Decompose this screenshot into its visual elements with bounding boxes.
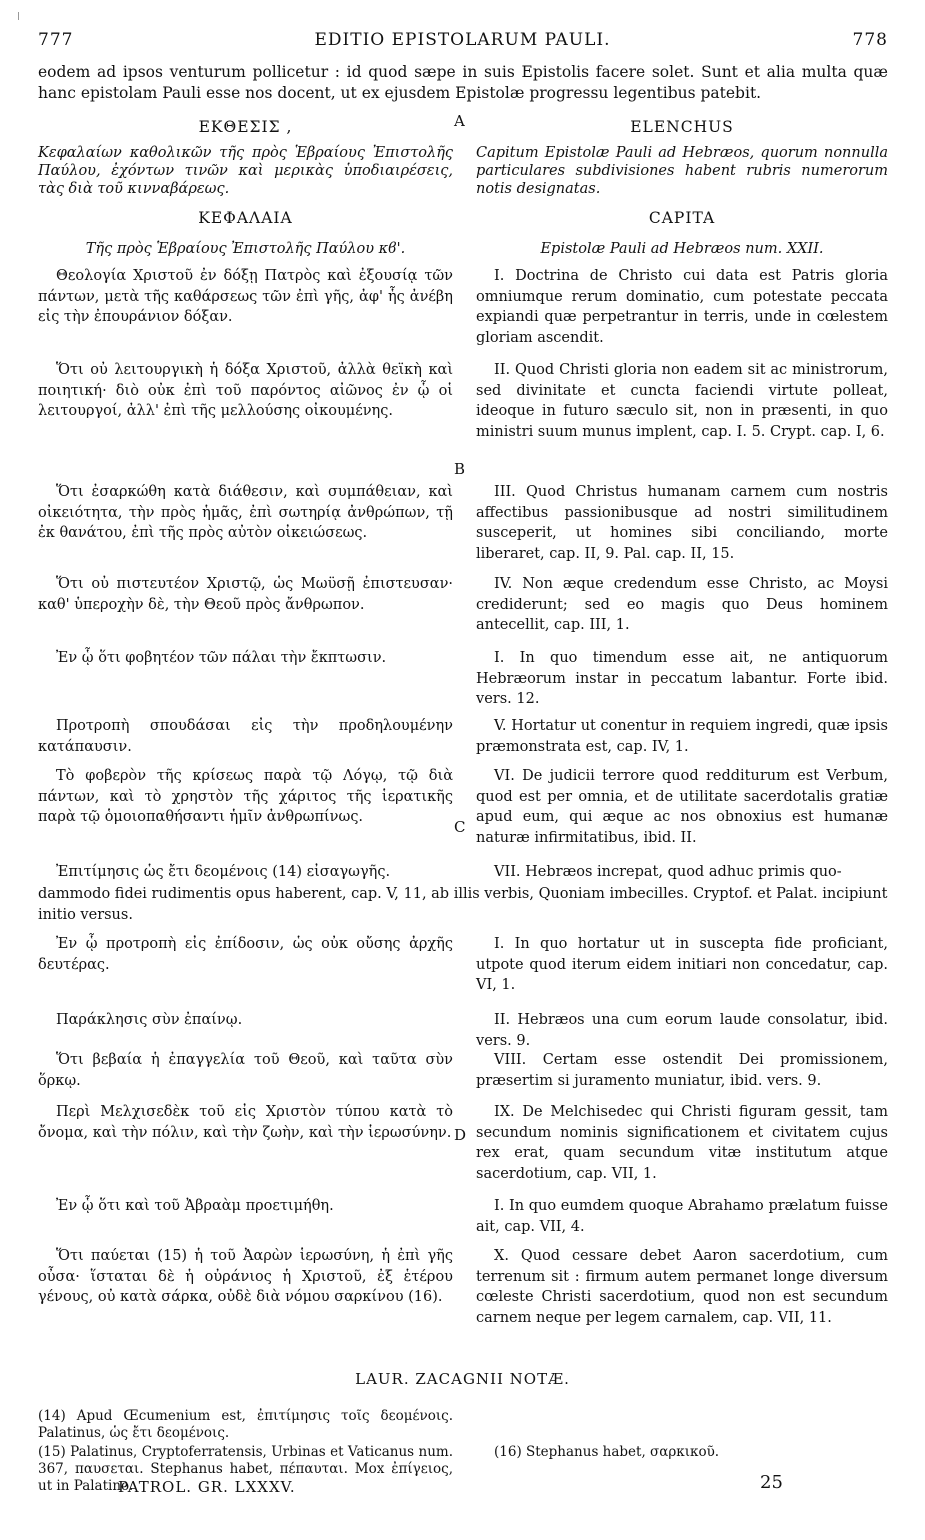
greek-chapter-5: Προτροπὴ σπουδάσαι εἰς τὴν προδηλουμένην κατάπαυσιν. <box>38 718 453 755</box>
note-14: (14) Apud Œcumenium est, ἐπιτίμησις τοῖς δεομένοις. Palatinus, ὡς ἔτι δεομένοις. <box>38 1408 453 1441</box>
latin-chapter-7: VII. Hebræos increpat, quod adhuc primis quo- <box>494 864 842 880</box>
greek-chapter-1: Θεολογία Χριστοῦ ἐν δόξῃ Πατρὸς καὶ ἐξουσίᾳ τῶν πάντων, μετὰ τῆς καθάρσεως τῶν ἐπὶ γῆς, ἀφ' ἧς ἀνέβη εἰς τὴν ἐπουράνιον δόξαν. <box>38 268 453 325</box>
greek-chapter-10: Ὅτι παύεται (15) ἡ τοῦ Ἀαρὼν ἱερωσύνη, ἡ ἐπὶ γῆς οὖσα· ἵσταται δὲ ἡ οὐράνιος ἡ Χριστοῦ, ἐξ ἑτέρου γένους, οὐ κατὰ σάρκα, οὐδὲ διὰ νόμου σαρκίνου (16). <box>38 1248 453 1305</box>
latin-subchapter-4-1: I. In quo timendum esse ait, ne antiquorum Hebræorum instar in peccatum labantur. Forte ibid. vers. 12. <box>476 650 888 707</box>
running-title: EDITIO EPISTOLARUM PAULI. <box>314 30 611 50</box>
latin-heading: ELENCHUS <box>630 118 734 136</box>
scan-mark <box>18 12 19 20</box>
page-number-left: 777 <box>38 30 74 50</box>
greek-subchapter-4-1: Ἐν ᾧ ὅτι φοβητέον τῶν πάλαι τὴν ἔκπτωσιν. <box>56 650 387 666</box>
margin-letter-b: B <box>454 460 466 478</box>
latin-chapter-5: V. Hortatur ut conentur in requiem ingredi, quæ ipsis præmonstrata est, cap. IV, 1. <box>476 718 888 755</box>
latin-chapter-3: III. Quod Christus humanam carnem cum nostris affectibus passionibusque ad nostri similitudinem susceperit, ut homines sibi conciliando, morte liberaret, cap. II, 9. Pal. cap. II, 15. <box>476 484 888 562</box>
greek-chapter-4: Ὅτι οὐ πιστευτέον Χριστῷ, ὡς Μωϋσῇ ἐπιστευσαν· καθ' ὑπεροχὴν δὲ, τὴν Θεοῦ πρὸς ἄνθρωπον. <box>38 576 453 613</box>
latin-subtitle: Capitum Epistolæ Pauli ad Hebræos, quorum nonnulla particulares subdivisiones habent rubris numerorum notis designatas. <box>476 145 888 197</box>
greek-subtitle: Κεφαλαίων καθολικῶν τῆς πρὸς Ἑβραίους Ἐπιστολῆς Παύλου, ἐχόντων τινῶν καὶ μερικὰς ὑποδιαιρέσεις, τὰς διὰ τοῦ κινναβάρεως. <box>38 145 453 197</box>
greek-chapter-9: Περὶ Μελχισεδὲκ τοῦ εἰς Χριστὸν τύπου κατὰ τὸ ὄνομα, καὶ τὴν πόλιν, καὶ τὴν ζωὴν, καὶ τὴν ἱερωσύνην. <box>38 1104 453 1141</box>
latin-chapter-4: IV. Non æque credendum esse Christo, ac Moysi crediderunt; sed eo magis quo Deus hominem antecellit, cap. III, 1. <box>476 576 888 633</box>
greek-subchapter-7-2: Παράκλησις σὺν ἐπαίνῳ. <box>56 1012 243 1028</box>
latin-chapter-9: IX. De Melchisedec qui Christi figuram gessit, tam secundum nominis significationem et civitatem cujus rex erat, quam secundum vitæ institutum atque sacerdotium, cap. VII, 1. <box>476 1104 888 1182</box>
greek-chapter-2: Ὅτι οὐ λειτουργικὴ ἡ δόξα Χριστοῦ, ἀλλὰ θεϊκὴ καὶ ποιητική· διὸ οὐκ ἐπὶ τοῦ παρόντος αἰῶνος ἐν ᾧ οἱ λειτουργοί, ἀλλ' ἐπὶ τῆς μελλούσης οἰκουμένης. <box>38 362 453 419</box>
greek-subchapter-9-1: Ἐν ᾧ ὅτι καὶ τοῦ Ἀβραὰμ προετιμήθη. <box>56 1198 334 1214</box>
latin-subchapter-7-2: II. Hebræos una cum eorum laude consolatur, ibid. vers. 9. <box>476 1012 888 1049</box>
latin-epistle: Epistolæ Pauli ad Hebræos num. XXII. <box>540 241 824 257</box>
latin-capita: CAPITA <box>648 209 716 227</box>
latin-chapter-2: II. Quod Christi gloria non eadem sit ac ministrorum, sed divinitate et cuncta faciendi virtute polleat, ideoque in futuro sæculo sit, non in præsenti, in quo ministri suum munus implent, cap. I. 5. Crypt. cap. I, 6. <box>476 362 888 440</box>
greek-kephalaia: ΚΕΦΑΛΑΙΑ <box>198 209 293 227</box>
greek-epistle: Τῆς πρὸς Ἑβραίους Ἐπιστολῆς Παύλου κϐ'. <box>85 241 406 257</box>
greek-chapter-6: Τὸ φοβερὸν τῆς κρίσεως παρὰ τῷ Λόγῳ, τῷ διὰ πάντων, καὶ τὸ χρηστὸν τῆς χάριτος τῆς ἱερατικῆς παρὰ τῷ ὁμοιοπαθήσαντι ἡμῖν ἀνθρωπίνως. <box>38 768 453 825</box>
margin-letter-d: D <box>454 1126 467 1144</box>
latin-chapter-8: VIII. Certam esse ostendit Dei promissionem, præsertim si juramento muniatur, ibid. vers. 9. <box>476 1052 888 1089</box>
greek-heading: ΕΚΘΕΣΙΣ , <box>198 118 293 136</box>
greek-chapter-3: Ὅτι ἐσαρκώθη κατὰ διάθεσιν, καὶ συμπάθειαν, καὶ οἰκειότητα, τὴν πρὸς ἡμᾶς, ἐπὶ σωτηρίᾳ ἀνθρώπων, τῇ ἐκ θανάτου, ἐπὶ τῆς πρὸς αὐτὸν οἰκειώσεως. <box>38 484 453 541</box>
footer-patrol: PATROL. GR. LXXXV. <box>118 1478 296 1496</box>
latin-chapter-6: VI. De judicii terrore quod redditurum est Verbum, quod est per omnia, et de utilitate sacerdotalis gratiæ apud eum, qui æque ac nos obnoxius est humanæ naturæ infirmitatibus, ibid. II. <box>476 768 888 846</box>
page-number-right: 778 <box>852 30 888 50</box>
latin-subchapter-9-1: I. In quo eumdem quoque Abrahamo prælatum fuisse ait, cap. VII, 4. <box>476 1198 888 1235</box>
greek-subchapter-7-1: Ἐν ᾧ προτροπὴ εἰς ἐπίδοσιν, ὡς οὐκ οὔσης ἀρχῆς δευτέρας. <box>38 936 453 973</box>
greek-chapter-7: Ἐπιτίμησις ὡς ἔτι δεομένοις (14) εἰσαγωγῆς. <box>56 864 391 880</box>
greek-chapter-8: Ὅτι βεβαία ἡ ἐπαγγελία τοῦ Θεοῦ, καὶ ταῦτα σὺν ὅρκῳ. <box>38 1052 453 1089</box>
intro-paragraph: eodem ad ipsos venturum pollicetur : id quod sæpe in suis Epistolis facere solet. Sunt et alia multa quæ hanc epistolam Pauli esse nos docent, ut ex ejusdem Epistolæ progressu legentibus patebit. <box>38 63 888 102</box>
latin-chapter-1: I. Doctrina de Christo cui data est Patris gloria omniumque rerum dominatio, cum potestate peccata expiandi quæ perpetrantur in terris, unde in cœlestem gloriam ascendit. <box>476 268 888 346</box>
latin-chapter-7-continued: dammodo fidei rudimentis opus haberent, cap. V, 11, ab illis verbis, Quoniam imbecilles. Cryptof. et Palat. incipiunt initio versus. <box>38 886 888 923</box>
margin-letter-c: C <box>454 818 466 836</box>
margin-letter-a: A <box>454 112 465 130</box>
latin-subchapter-7-1: I. In quo hortatur ut in suscepta fide proficiant, utpote quod iterum eidem initiari non concedatur, cap. VI, 1. <box>476 936 888 993</box>
note-15: (15) Palatinus, Cryptoferratensis, Urbinas et Vaticanus num. 367, παυσεται. Stephanus habet, πέπαυται. Mox ἐπίγειος, ut in Palatino. <box>38 1444 453 1494</box>
footer-number: 25 <box>760 1472 783 1493</box>
notes-heading: LAUR. ZACAGNII NOTÆ. <box>355 1370 570 1388</box>
note-16: (16) Stephanus habet, σαρκικοῦ. <box>494 1444 720 1460</box>
latin-chapter-10: X. Quod cessare debet Aaron sacerdotium, cum terrenum sit : firmum autem permanet longe diversum cœleste Christi sacerdotium, quod non est secundum carnem neque per legem carnalem, cap. VII, 11. <box>476 1248 888 1326</box>
